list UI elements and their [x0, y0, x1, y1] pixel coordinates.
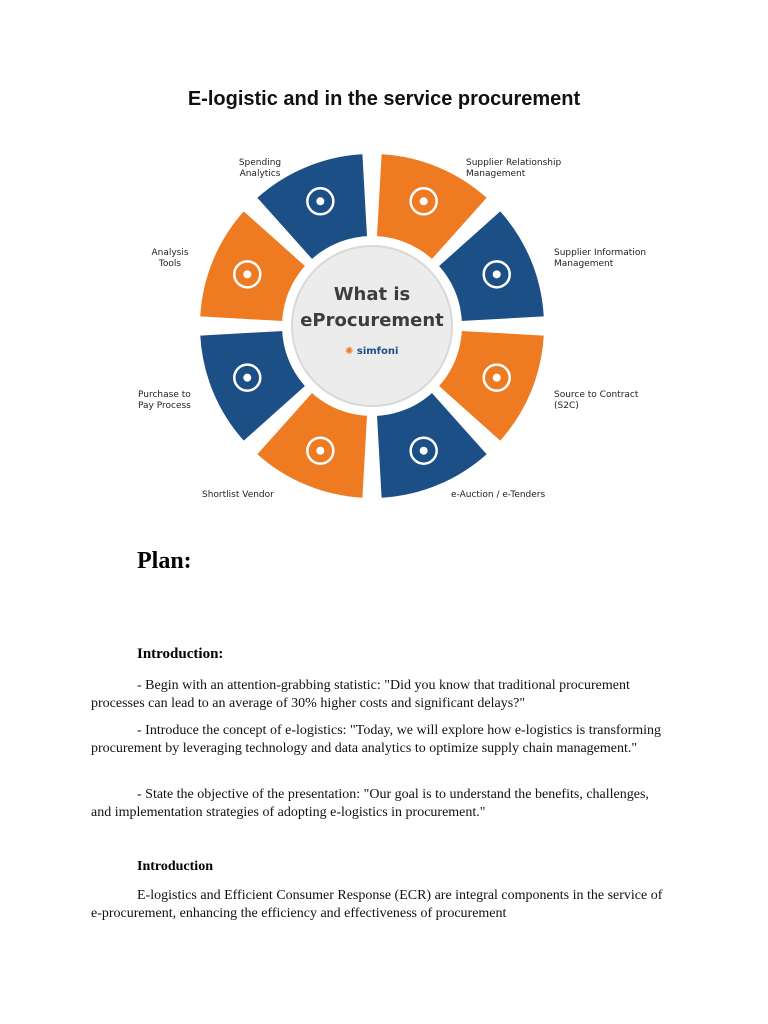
label-purchase-to-pay: Purchase to Pay Process [138, 390, 191, 411]
bullet-statistic: - Begin with an attention-grabbing statistic: "Did you know that traditional procurement processes can lead to an average of 30% higher costs and significant delays?" [91, 678, 630, 711]
label-e-auction: e-Auction / e-Tenders [451, 490, 546, 500]
label-shortlist-vendor: Shortlist Vendor [202, 490, 274, 500]
document-title: E-logistic and in the service procurement [187, 88, 581, 110]
section-introduction-paragraph: E-logistics and Efficient Consumer Response (ECR) are integral components in the service of e-procurement, enhancing the efficiency and effectiveness of procurement [91, 888, 663, 921]
label-supplier-information: Supplier Information Management [554, 248, 647, 269]
introduction-heading: Introduction: [137, 646, 224, 662]
brand-name: simfoni [356, 346, 399, 357]
eprocurement-diagram [130, 148, 650, 508]
center-title-line1: What is [333, 284, 411, 305]
bullet-concept: - Introduce the concept of e-logistics: "Today, we will explore how e-logistics is transforming procurement by leveraging technology and data analytics to optimize supply chain management." [91, 723, 662, 756]
label-analysis-tools: Analysis Tools [151, 248, 189, 269]
plan-heading: Plan: [137, 548, 192, 574]
label-supplier-relationship: Supplier Relationship Management [466, 158, 562, 179]
section-introduction-heading: Introduction [137, 859, 213, 874]
label-source-to-contract: Source to Contract (S2C) [554, 390, 639, 411]
center-title [280, 282, 464, 334]
simfoni-logo: ✺ simfoni [345, 346, 399, 357]
bullet-objective: - State the objective of the presentation: "Our goal is to understand the benefits, challenges, and implementation strategies of adopting e-logistics in procurement." [91, 787, 649, 820]
label-spending-analytics: Spending Analytics [238, 158, 282, 179]
center-title-line2: eProcurement [300, 310, 444, 331]
